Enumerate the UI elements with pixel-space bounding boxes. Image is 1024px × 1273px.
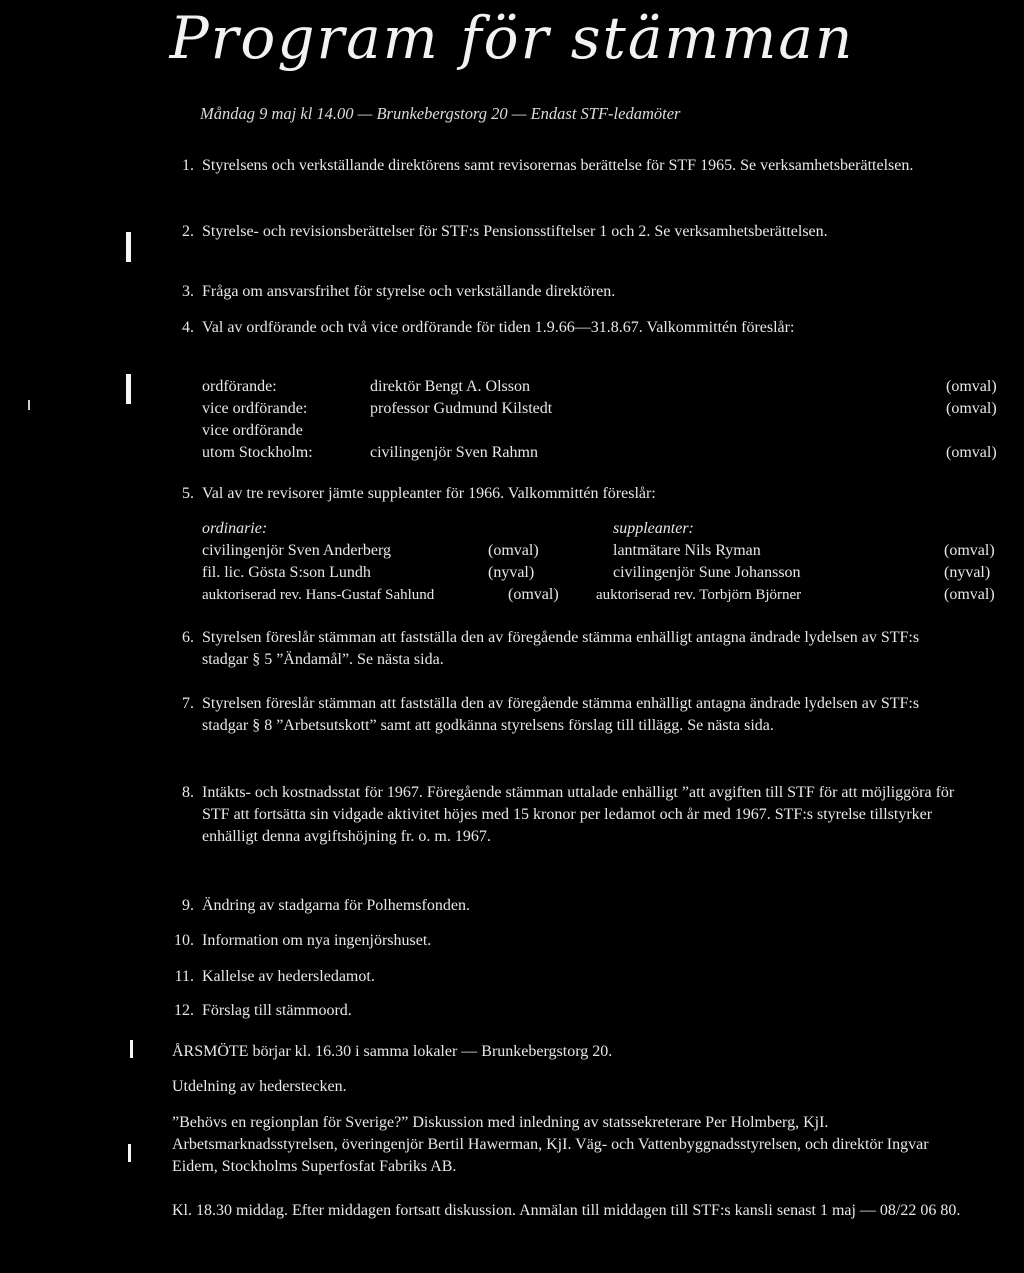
auditors-deputy-heading: suppleanter: [613,520,694,537]
item-number: 10. [174,932,194,949]
officer-role: vice ordförande: [202,400,308,417]
officer-role: vice ordförande [202,422,303,439]
officer-name: professor Gudmund Kilstedt [370,400,553,417]
awards-line: Utdelning av hederstecken. [172,1078,347,1095]
item-text: Information om nya ingenjörshuset. [202,932,432,949]
item-text: Styrelsen föreslår stämman att fastställa den av föregående stämma enhälligt antagna ändrade lydelsen av STF:s stadgar § 5 ”Ändamål”. Se nästa sida. [202,629,920,668]
auditor-ordinary-status: (omval) [508,586,559,603]
item-text: Styrelse- och revisionsberättelser för STF:s Pensionsstiftelser 1 och 2. Se verksamhetsberättelsen. [202,223,828,240]
margin-marker [130,1040,133,1058]
item-number: 3. [182,283,194,300]
page-title: Program för stämman [169,4,855,72]
item-text: Val av ordförande och två vice ordförande för tiden 1.9.66—31.8.67. Valkommittén föreslår: [202,319,795,336]
auditor-ordinary-status: (omval) [488,542,539,559]
annual-meeting-line: ÅRSMÖTE börjar kl. 16.30 i samma lokaler — Brunkebergstorg 20. [172,1043,613,1060]
auditor-ordinary: auktoriserad rev. Hans-Gustaf Sahlund [202,587,435,603]
item-number: 2. [182,223,194,240]
auditor-ordinary: fil. lic. Gösta S:son Lundh [202,564,371,581]
officer-status: (omval) [946,378,997,395]
item-number: 6. [182,629,194,646]
item-number: 4. [182,319,194,336]
item-number: 5. [182,485,194,502]
item-number: 12. [174,1002,194,1019]
item-number: 9. [182,897,194,914]
item-text: Förslag till stämmoord. [202,1002,352,1019]
item-text: Styrelsen föreslår stämman att fastställa den av föregående stämma enhälligt antagna ändrade lydelsen av STF:s stadgar § 8 ”Arbetsutskott” samt att godkänna styrelsens förslag till tillägg. Se nästa sida. [202,695,920,734]
auditor-deputy: lantmätare Nils Ryman [613,542,761,559]
item-number: 11. [174,968,194,985]
auditor-ordinary: civilingenjör Sven Anderberg [202,542,391,559]
officer-status: (omval) [946,400,997,417]
margin-marker [126,232,131,262]
margin-marker [126,374,131,404]
officer-name: civilingenjör Sven Rahmn [370,444,538,461]
item-number: 1. [182,157,194,174]
item-text: Ändring av stadgarna för Polhemsfonden. [202,897,470,914]
item-text: Intäkts- och kostnadsstat för 1967. Föregående stämman uttalade enhälligt ”att avgiften till STF för att möjliggöra för STF att fortsätta sin vidgade aktivitet höjes med 15 kronor per ledamot och år med 1967. STF:s styrelse tillstyrker enhälligt denna avgiftshöjning fr. o. m. 1967. [202,784,955,845]
dinner-paragraph: Kl. 18.30 middag. Efter middagen fortsatt diskussion. Anmälan till middagen till STF:s kansli senast 1 maj — 08/22 06 80. [172,1202,961,1219]
auditor-deputy: auktoriserad rev. Torbjörn Björner [596,587,802,603]
auditors-ordinary-heading: ordinarie: [202,520,268,537]
auditor-deputy-status: (nyval) [944,564,991,581]
item-text: Fråga om ansvarsfrihet för styrelse och verkställande direktören. [202,283,616,300]
item-text: Styrelsens och verkställande direktörens samt revisorernas berättelse för STF 1965. Se verksamhetsberättelsen. [202,157,914,174]
officer-role: ordförande: [202,378,277,395]
officer-role: utom Stockholm: [202,444,313,461]
auditor-deputy: civilingenjör Sune Johansson [613,564,801,581]
discussion-paragraph: ”Behövs en regionplan för Sverige?” Diskussion med inledning av statssekreterare Per Holmberg, KjI. Arbetsmarknadsstyrelsen, överingenjör Bertil Hawerman, KjI. Väg- och Vattenbyggnadsstyrelsen, och direktör Ingvar Eidem, Stockholms Superfosfat Fabriks AB. [172,1114,929,1175]
officer-status: (omval) [946,444,997,461]
edge-tick [28,400,30,410]
auditor-deputy-status: (omval) [944,542,995,559]
item-text: Val av tre revisorer jämte suppleanter för 1966. Valkommittén föreslår: [202,485,656,502]
auditor-deputy-status: (omval) [944,586,995,603]
item-number: 7. [182,695,194,712]
margin-marker [128,1144,131,1162]
item-text: Kallelse av hedersledamot. [202,968,375,985]
officer-name: direktör Bengt A. Olsson [370,378,530,395]
item-number: 8. [182,784,194,801]
meeting-subtitle: Måndag 9 maj kl 14.00 — Brunkebergstorg 20 — Endast STF-ledamöter [200,104,681,123]
auditor-ordinary-status: (nyval) [488,564,535,581]
